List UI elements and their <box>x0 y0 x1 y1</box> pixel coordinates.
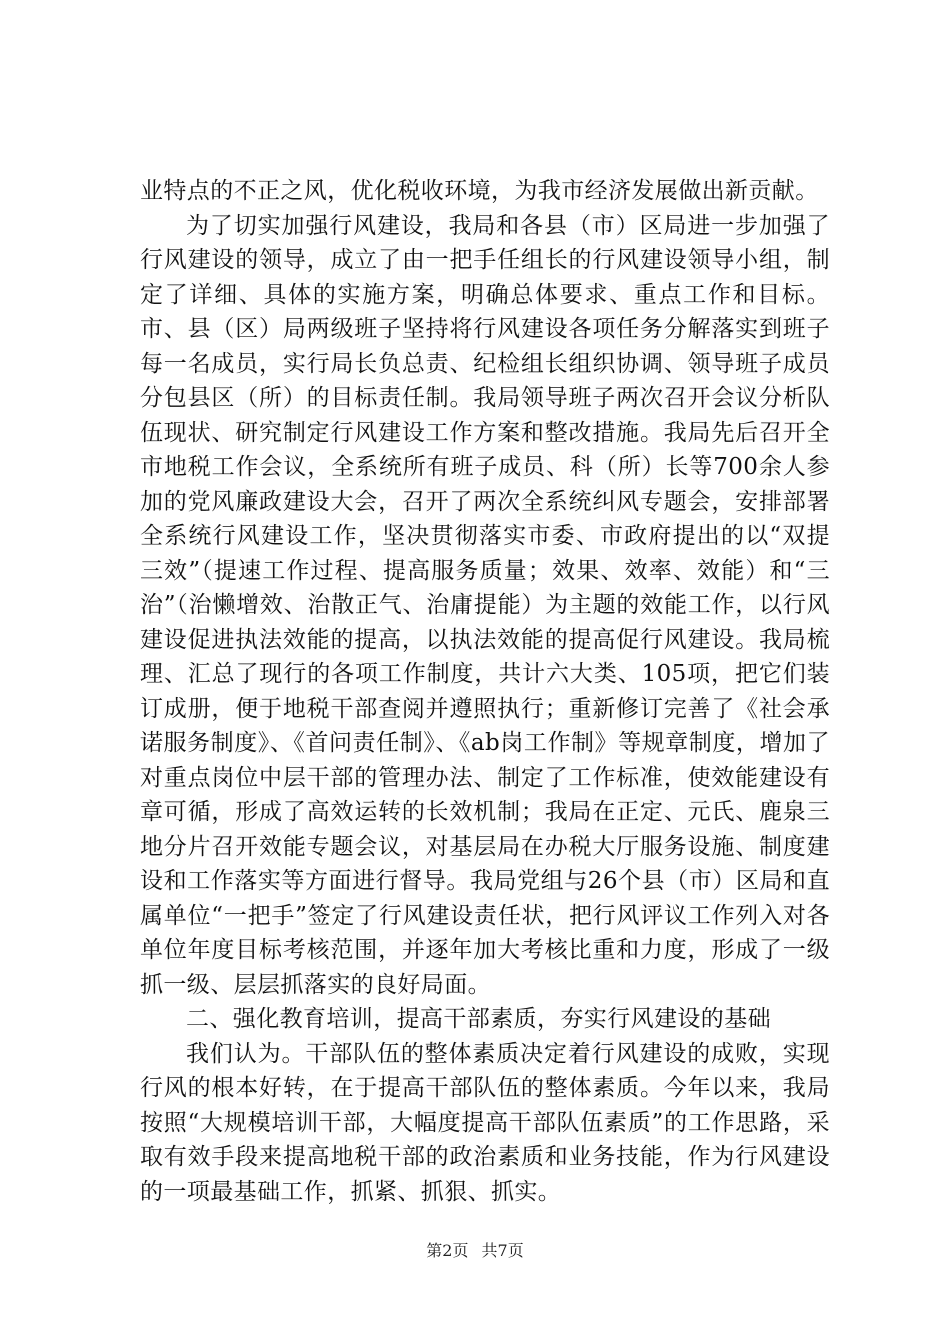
page-total: 共7页 <box>481 1241 524 1260</box>
page-footer <box>0 1238 950 1261</box>
document-body <box>140 174 830 1209</box>
paragraph-leadership: 为了切实加强行风建设，我局和各县（市）区局进一步加强了行风建设的领导，成立了由一把手任组长的行风建设领导小组，制定了详细、具体的实施方案，明确总体要求、重点工作和目标。市、县（区）局两级班子坚持将行风建设各项任务分解落实到班子每一名成员，实行局长负总责、纪检组长组织协调、领导班子成员分包县区（所）的目标责任制。我局领导班子两次召开会议分析队伍现状、研究制定行风建设工作方案和整改措施。我局先后召开全市地税工作会议，全系统所有班子成员、科（所）长等700余人参加的党风廉政建设大会，召开了两次全系统纠风专题会，安排部署全系统行风建设工作，坚决贯彻落实市委、市政府提出的以“双提三效”（提速工作过程、提高服务质量；效果、效率、效能）和“三治”（治懒增效、治散正气、治庸提能）为主题的效能工作，以行风建设促进执法效能的提高，以执法效能的提高促行风建设。我局梳理、汇总了现行的各项工作制度，共计六大类、105项，把它们装订成册，便于地税干部查阅并遵照执行；重新修订完善了《社会承诺服务制度》、《首问责任制》、《ab岗工作制》等规章制度，增加了对重点岗位中层干部的管理办法、制定了工作标准，使效能建设有章可循，形成了高效运转的长效机制；我局在正定、元氏、鹿泉三地分片召开效能专题会议，对基层局在办税大厅服务设施、制度建设和工作落实等方面进行督导。我局党组与26个县（市）区局和直属单位“一把手”签定了行风建设责任状，把行风评议工作列入对各单位年度目标考核范围，并逐年加大考核比重和力度，形成了一级抓一级、层层抓落实的良好局面。 <box>140 212 830 998</box>
page-number: 第2页 <box>426 1241 469 1260</box>
paragraph-continuation: 业特点的不正之风，优化税收环境，为我市经济发展做出新贡献。 <box>140 178 819 204</box>
section-heading: 二、强化教育培训，提高干部素质，夯实行风建设的基础 <box>186 1006 771 1032</box>
paragraph-training: 我们认为。干部队伍的整体素质决定着行风建设的成败，实现行风的根本好转，在于提高干部队伍的整体素质。今年以来，我局按照“大规模培训干部，大幅度提高干部队伍素质”的工作思路，采取有效手段来提高地税干部的政治素质和业务技能，作为行风建设的一项最基础工作，抓紧、抓狠、抓实。 <box>140 1040 830 1205</box>
